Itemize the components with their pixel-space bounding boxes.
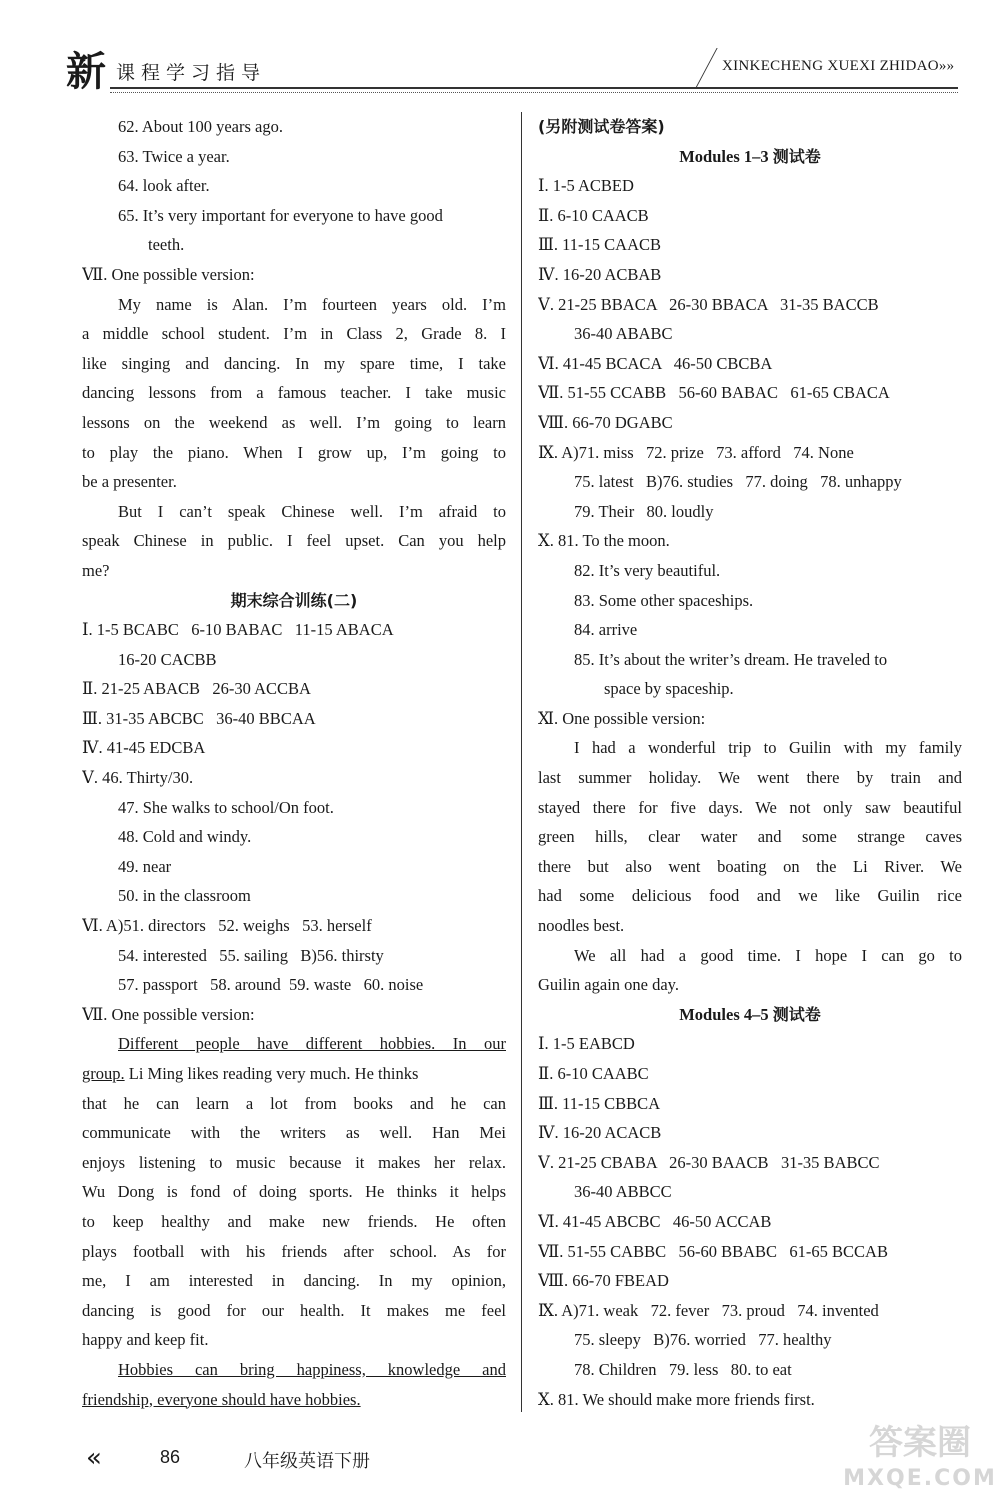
series-pinyin-text: XINKECHENG XUEXI ZHIDAO — [722, 58, 939, 74]
answer-row-i: Ⅰ. 1-5 EABCD — [538, 1034, 635, 1054]
answer-50: 50. in the classroom — [118, 886, 251, 906]
watermark-text: 答案圈 — [869, 1423, 971, 1463]
essay3-line: there but also went boating on the Li River. We — [538, 856, 962, 876]
essay2-line-rest: Li Ming likes reading very much. He thinks — [124, 1064, 419, 1083]
answer-row-ix: Ⅸ. A)71. weak 72. fever 73. proud 74. invented — [538, 1300, 879, 1320]
essay3-line: stayed there for five days. We not only saw beautiful — [538, 797, 962, 817]
answer-row-v: Ⅴ. 21-25 BBACA 26-30 BBACA 31-35 BACCB — [538, 294, 879, 314]
essay3-line: We all had a good time. I hope I can go to — [574, 945, 962, 965]
essay1-line: like singing and dancing. In my spare time, I take — [82, 353, 506, 373]
essay1-line: lessons on the weekend as well. I’m going to learn — [82, 412, 506, 432]
answer-row-iv: Ⅳ. 16-20 ACBAB — [538, 264, 662, 284]
answer-row-vi-cont: 57. passport 58. around 59. waste 60. noise — [118, 975, 424, 995]
essay3-line: had some delicious food and we like Guilin rice — [538, 886, 962, 906]
answer-65-cont: teeth. — [148, 235, 185, 255]
answer-row-ix: Ⅸ. A)71. miss 72. prize 73. afford 74. None — [538, 442, 854, 462]
column-divider — [521, 112, 522, 1412]
answer-row-ii: Ⅱ. 6-10 CAABC — [538, 1064, 649, 1083]
section-vii-heading-2: Ⅶ. One possible version: — [82, 1004, 255, 1024]
essay2-conclusion: Hobbies can bring happiness, knowledge and — [118, 1359, 506, 1379]
right-column — [538, 112, 962, 1414]
watermark-url: MXQE.COM — [843, 1466, 997, 1491]
essay2-line: enjoys listening to music because it makes her relax. — [82, 1152, 506, 1172]
test-title-cn: 测试卷 — [772, 146, 821, 166]
chevrons-left-icon: « — [86, 1443, 102, 1473]
essay1-line: speak Chinese in public. I feel upset. Can you help — [82, 531, 506, 551]
page-header — [0, 0, 1000, 100]
answer-row-v: Ⅴ. 21-25 CBABA 26-30 BAACB 31-35 BABCC — [538, 1152, 880, 1172]
logo-xin: 新 — [66, 49, 106, 95]
essay2-line: dancing is good for our health. It makes me feel — [82, 1300, 506, 1320]
answer-row-viii: Ⅷ. 66-70 DGABC — [538, 412, 673, 432]
answer-row-iii: Ⅲ. 31-35 ABCBC 36-40 BBCAA — [82, 708, 316, 728]
essay2-line: communicate with the writers as well. Han Mei — [82, 1123, 506, 1143]
answer-row-iv: Ⅳ. 41-45 EDCBA — [82, 738, 206, 758]
answer-row-ix-cont: 79. Their 80. loudly — [574, 501, 714, 521]
answer-row-i-cont: 16-20 CACBB — [118, 649, 217, 669]
answer-85-cont: space by spaceship. — [604, 679, 734, 699]
watermark-logo — [840, 1420, 1000, 1506]
essay3-line: Guilin again one day. — [538, 975, 679, 995]
answer-row-vi-cont: 54. interested 55. sailing B)56. thirsty — [118, 945, 384, 965]
essay2-line: that he can learn a lot from books and he can — [82, 1093, 506, 1113]
test-title-modules-1-3 — [538, 142, 962, 172]
test-title-en: Modules 4–5 — [679, 1004, 773, 1024]
section-xi-heading: Ⅺ. One possible version: — [538, 708, 706, 728]
answer-row-x: Ⅹ. 81. To the moon. — [538, 531, 670, 551]
answer-row-ix-cont: 78. Children 79. less 80. to eat — [574, 1359, 792, 1379]
essay3-line: I had a wonderful trip to Guilin with my family — [574, 738, 962, 758]
answer-row-vii: Ⅶ. 51-55 CABBC 56-60 BBABC 61-65 BCCAB — [538, 1241, 888, 1261]
test-title-modules-4-5 — [538, 1000, 962, 1030]
answer-85: 85. It’s about the writer’s dream. He traveled to — [574, 649, 888, 669]
essay2-conclusion-end: friendship, everyone should have hobbies. — [82, 1389, 361, 1409]
essay2-line: Wu Dong is fond of doing sports. He thinks it helps — [82, 1182, 506, 1202]
answer-65: 65. It’s very important for everyone to have good — [118, 205, 443, 225]
essay1-line: dancing lessons from a famous teacher. I take music — [82, 383, 506, 403]
answer-row-iv: Ⅳ. 16-20 ACACB — [538, 1123, 662, 1143]
essay3-line: last summer holiday. We went there by train and — [538, 768, 962, 788]
header-rule-dotted — [110, 92, 958, 93]
answer-row-ix-cont: 75. latest B)76. studies 77. doing 78. unhappy — [574, 472, 902, 492]
answer-row-i: Ⅰ. 1-5 ACBED — [538, 176, 634, 196]
extra-test-answers-note: (另附测试卷答案) — [538, 117, 665, 136]
page-number: 86 — [160, 1447, 181, 1467]
answer-84: 84. arrive — [574, 620, 638, 640]
essay2-topic-sentence-end: group. — [82, 1064, 125, 1083]
answer-62: 62. About 100 years ago. — [118, 117, 283, 136]
answer-row-vi: Ⅵ. 41-45 BCACA 46-50 CBCBA — [538, 353, 773, 373]
answer-row-vi: Ⅵ. 41-45 ABCBC 46-50 ACCAB — [538, 1211, 772, 1231]
header-rule — [110, 87, 958, 89]
answer-row-v-cont: 36-40 ABBCC — [574, 1182, 672, 1202]
left-column — [82, 112, 506, 1414]
answer-row-ii: Ⅱ. 6-10 CAACB — [538, 205, 649, 225]
series-pinyin — [722, 58, 954, 75]
essay2-line: happy and keep fit. — [82, 1330, 209, 1350]
series-title: 课程学习指导 — [116, 62, 267, 84]
book-title: 八年级英语下册 — [244, 1451, 370, 1472]
essay2-line: to keep healthy and make new friends. He often — [82, 1211, 506, 1231]
essay1-line: me? — [82, 560, 110, 580]
essay2-topic-sentence: Different people have different hobbies. In our — [118, 1034, 506, 1054]
essay1-line: to play the piano. When I grow up, I’m going to — [82, 442, 506, 462]
answer-83: 83. Some other spaceships. — [574, 590, 754, 610]
answer-row-viii: Ⅷ. 66-70 FBEAD — [538, 1271, 669, 1291]
essay2-line: plays football with his friends after school. As for — [82, 1241, 506, 1261]
answer-48: 48. Cold and windy. — [118, 827, 252, 847]
section-vii-heading: Ⅶ. One possible version: — [82, 264, 255, 284]
answer-63: 63. Twice a year. — [118, 146, 230, 166]
answer-row-vii: Ⅶ. 51-55 CCABB 56-60 BABAC 61-65 CBACA — [538, 383, 890, 403]
test-title-cn: 测试卷 — [772, 1004, 821, 1024]
answer-64: 64. look after. — [118, 176, 210, 196]
essay1-line: be a presenter. — [82, 472, 177, 492]
answer-row-ix-cont: 75. sleepy B)76. worried 77. healthy — [574, 1330, 832, 1350]
answer-row-vi: Ⅵ. A)51. directors 52. weighs 53. herself — [82, 916, 372, 936]
answer-82: 82. It’s very beautiful. — [574, 560, 721, 580]
essay2-line — [82, 1059, 506, 1089]
essay1-line: a middle school student. I’m in Class 2, Grade 8. I — [82, 324, 506, 344]
essay3-line: green hills, clear water and some strange caves — [538, 827, 962, 847]
answer-row-v-cont: 36-40 ABABC — [574, 324, 673, 344]
test-title-en: Modules 1–3 — [679, 146, 773, 166]
answer-row-i: Ⅰ. 1-5 BCABC 6-10 BABAC 11-15 ABACA — [82, 620, 394, 640]
answer-47: 47. She walks to school/On foot. — [118, 797, 334, 817]
chevrons-right-icon: »» — [938, 58, 955, 74]
essay2-line: me, I am interested in dancing. In my opinion, — [82, 1271, 506, 1291]
essay1-line: My name is Alan. I’m fourteen years old. I’m — [118, 294, 506, 314]
answer-49: 49. near — [118, 856, 172, 876]
essay3-line: noodles best. — [538, 916, 625, 936]
essay1-line: But I can’t speak Chinese well. I’m afraid to — [118, 501, 506, 521]
answer-row-x: Ⅹ. 81. We should make more friends first. — [538, 1389, 815, 1409]
answer-row-iii: Ⅲ. 11-15 CAACB — [538, 235, 662, 255]
section-title-final-2: 期末综合训练(二) — [230, 590, 358, 610]
answer-row-v: Ⅴ. 46. Thirty/30. — [82, 768, 194, 788]
answer-row-iii: Ⅲ. 11-15 CBBCA — [538, 1093, 661, 1113]
answer-row-ii: Ⅱ. 21-25 ABACB 26-30 ACCBA — [82, 679, 311, 699]
